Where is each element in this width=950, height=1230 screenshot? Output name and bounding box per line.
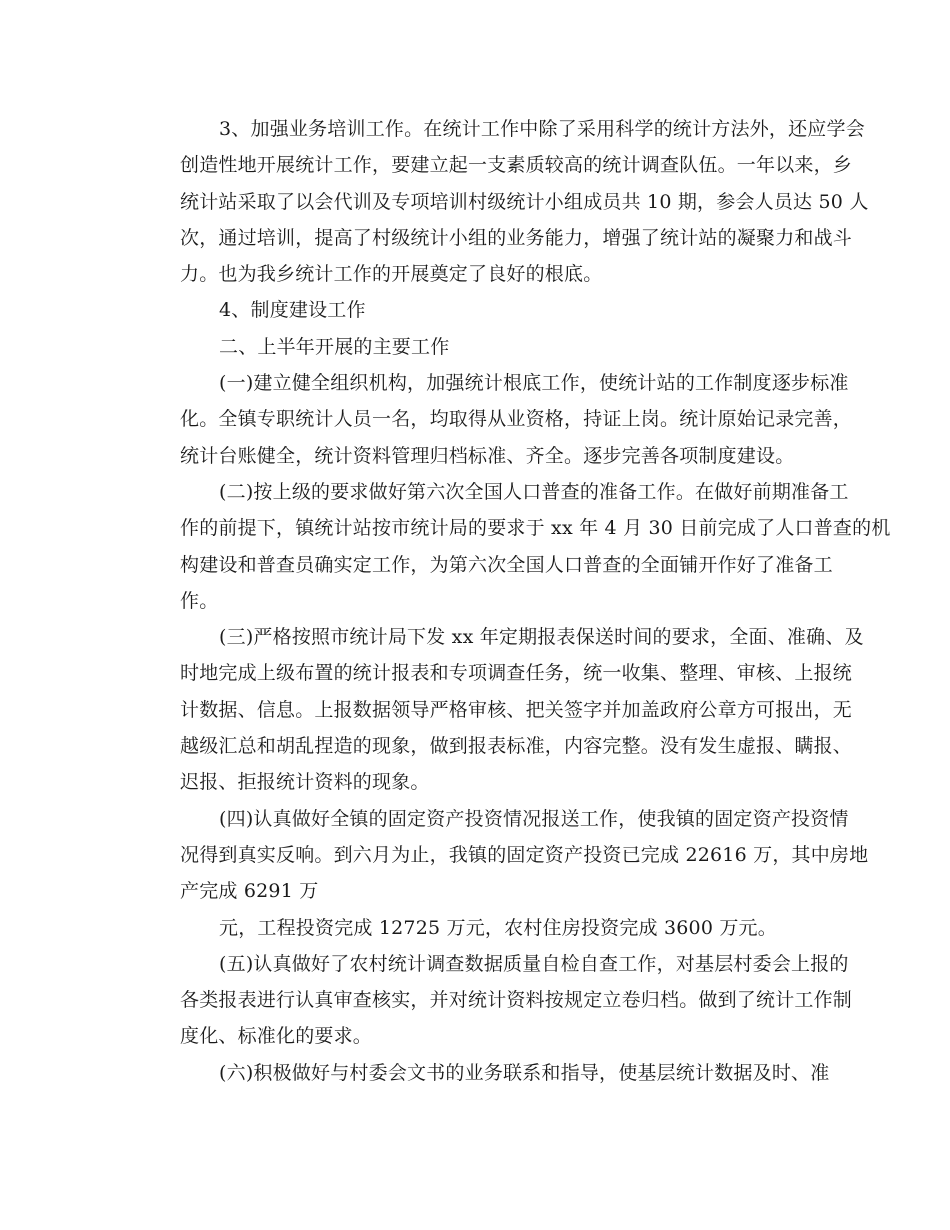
paragraph-item-2 [141,474,891,619]
text-line: 3、加强业务培训工作。在统计工作中除了采用科学的统计方法外，还应学会 [219,118,865,140]
text-line: 计数据、信息。上报数据领导严格审核、把关签字并加盖政府公章方可报出，无 [180,698,853,721]
text-line: 力。也为我乡统计工作的开展奠定了良好的根底。 [180,263,603,286]
text-line: (六)积极做好与村委会文书的业务联系和指导，使基层统计数据及时、准 [219,1061,830,1084]
text-line: (四)认真做好全镇的固定资产投资情况报送工作，使我镇的固定资产投资情 [219,807,849,830]
text-line: 化。全镇专职统计人员一名，均取得从业资格，持证上岗。统计原始记录完善， [180,408,853,431]
text-line: 度化、标准化的要求。 [180,1025,373,1048]
paragraph-item-4-continued [141,910,807,946]
section-heading-main-work [141,329,807,365]
text-line: (三)严格按照市统计局下发 xx 年定期报表保送时间的要求，全面、准确、及 [219,626,864,649]
paragraph-item-1 [141,365,853,474]
text-line: (一)建立健全组织机构，加强统计根底工作，使统计站的工作制度逐步标准 [219,372,849,395]
paragraph-system-building [141,292,807,328]
text-line: 次，通过培训，提高了村级统计小组的业务能力，增强了统计站的凝聚力和战斗 [180,226,853,249]
text-line: 创造性地开展统计工作，要建立起一支素质较高的统计调查队伍。一年以来，乡 [180,154,853,177]
paragraph-item-6 [141,1055,830,1091]
text-line: 产完成 6291 万 [180,880,319,903]
text-line: 统计站采取了以会代训及专项培训村级统计小组成员共 10 期，参会人员达 50 人 [180,190,869,213]
text-line: 4、制度建设工作 [219,299,366,322]
text-line: 迟报、拒报统计资料的现象。 [180,771,430,794]
text-line: 况得到真实反响。到六月为止，我镇的固定资产投资已完成 22616 万，其中房地 [180,843,869,866]
paragraph-item-4 [141,801,869,910]
text-line: 统计台账健全，统计资料管理归档标准、齐全。逐步完善各项制度建设。 [180,444,795,467]
text-line: (二)按上级的要求做好第六次全国人口普查的准备工作。在做好前期准备工 [219,480,849,503]
heading-line: 二、上半年开展的主要工作 [219,335,450,358]
text-line: (五)认真做好了农村统计调查数据质量自检自查工作，对基层村委会上报的 [219,952,849,975]
text-line: 时地完成上级布置的统计报表和专项调查任务，统一收集、整理、审核、上报统 [180,662,853,685]
document-page [141,111,891,1091]
text-line: 构建设和普查员确实定工作，为第六次全国人口普查的全面铺开作好了准备工 [180,553,833,576]
paragraph-item-3 [141,619,864,800]
text-line: 越级汇总和胡乱捏造的现象，做到报表标准，内容完整。没有发生虚报、瞒报、 [180,735,853,758]
text-line: 作。 [180,589,219,612]
paragraph-training [141,111,869,292]
text-line: 作的前提下，镇统计站按市统计局的要求于 xx 年 4 月 30 日前完成了人口普查的机 [180,517,891,540]
text-line: 元，工程投资完成 12725 万元，农村住房投资完成 3600 万元。 [219,916,777,939]
paragraph-item-5 [141,946,853,1055]
text-line: 各类报表进行认真审查核实，并对统计资料按规定立卷归档。做到了统计工作制 [180,989,853,1012]
